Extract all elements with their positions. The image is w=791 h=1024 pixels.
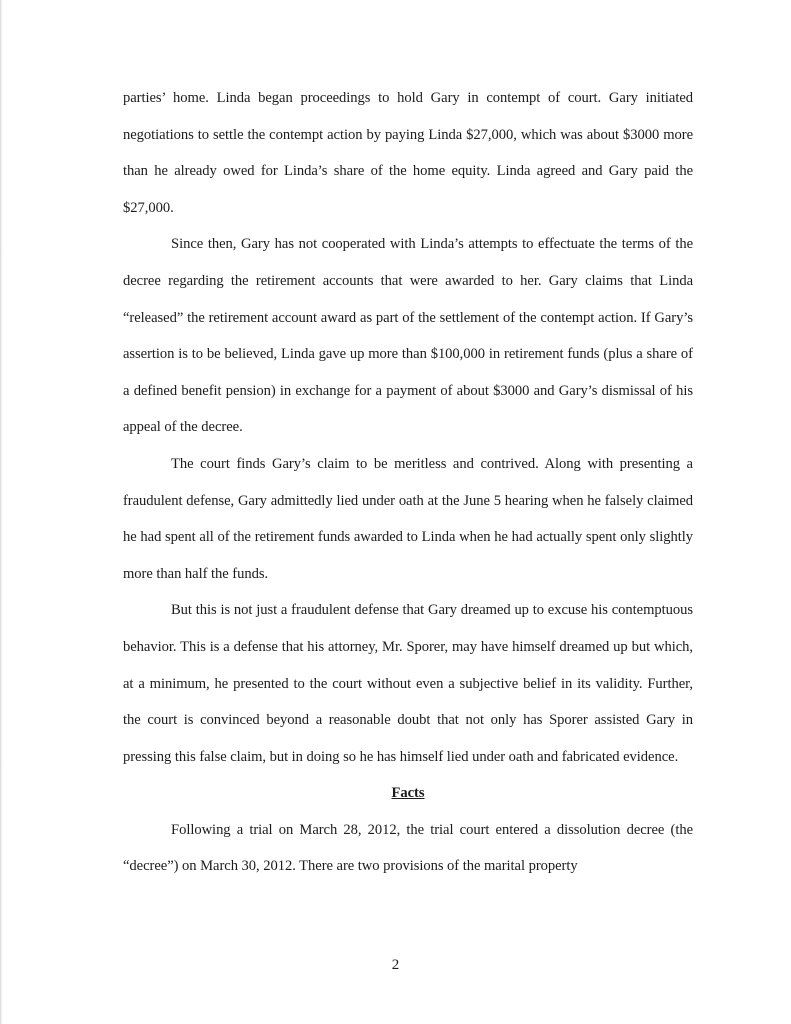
document-body	[123, 80, 693, 885]
paragraph-court-finding: The court finds Gary’s claim to be meritless and contrived. Along with presenting a fraudulent defense, Gary admittedly lied under oath at the June 5 hearing when he falsely claimed he had spent all of the retirement funds awarded to Linda when he had actually spent only slightly more than half the funds.	[123, 455, 693, 582]
paragraph-continuation: parties’ home. Linda began proceedings to hold Gary in contempt of court. Gary initiated negotiations to settle the contempt action by paying Linda $27,000, which was about $3000 more than he already owed for Linda’s share of the home equity. Linda agreed and Gary paid the $27,000.	[123, 90, 693, 216]
paragraph-attorney-defense: But this is not just a fraudulent defense that Gary dreamed up to excuse his contemptuous behavior. This is a defense that his attorney, Mr. Sporer, may have himself dreamed up but which, at a minimum, he presented to the court without even a subjective belief in its validity. Further, the court is convinced beyond a reasonable doubt that not only has Sporer assisted Gary in pressing this false claim, but in doing so he has himself lied under oath and fabricated evidence.	[123, 602, 693, 765]
paragraph-facts: Following a trial on March 28, 2012, the trial court entered a dissolution decree (the “decree”) on March 30, 2012. There are two provisions of the marital property	[123, 821, 693, 875]
paragraph-retirement-accounts: Since then, Gary has not cooperated with Linda’s attempts to effectuate the terms of the decree regarding the retirement accounts that were awarded to her. Gary claims that Linda “released” the retirement account award as part of the settlement of the contempt action. If Gary’s assertion is to be believed, Linda gave up more than $100,000 in retirement funds (plus a share of a defined benefit pension) in exchange for a payment of about $3000 and Gary’s dismissal of his appeal of the decree.	[123, 236, 693, 436]
section-heading-facts: Facts	[391, 785, 425, 802]
page-number: 2	[391, 957, 400, 973]
scan-edge	[0, 0, 3, 1024]
